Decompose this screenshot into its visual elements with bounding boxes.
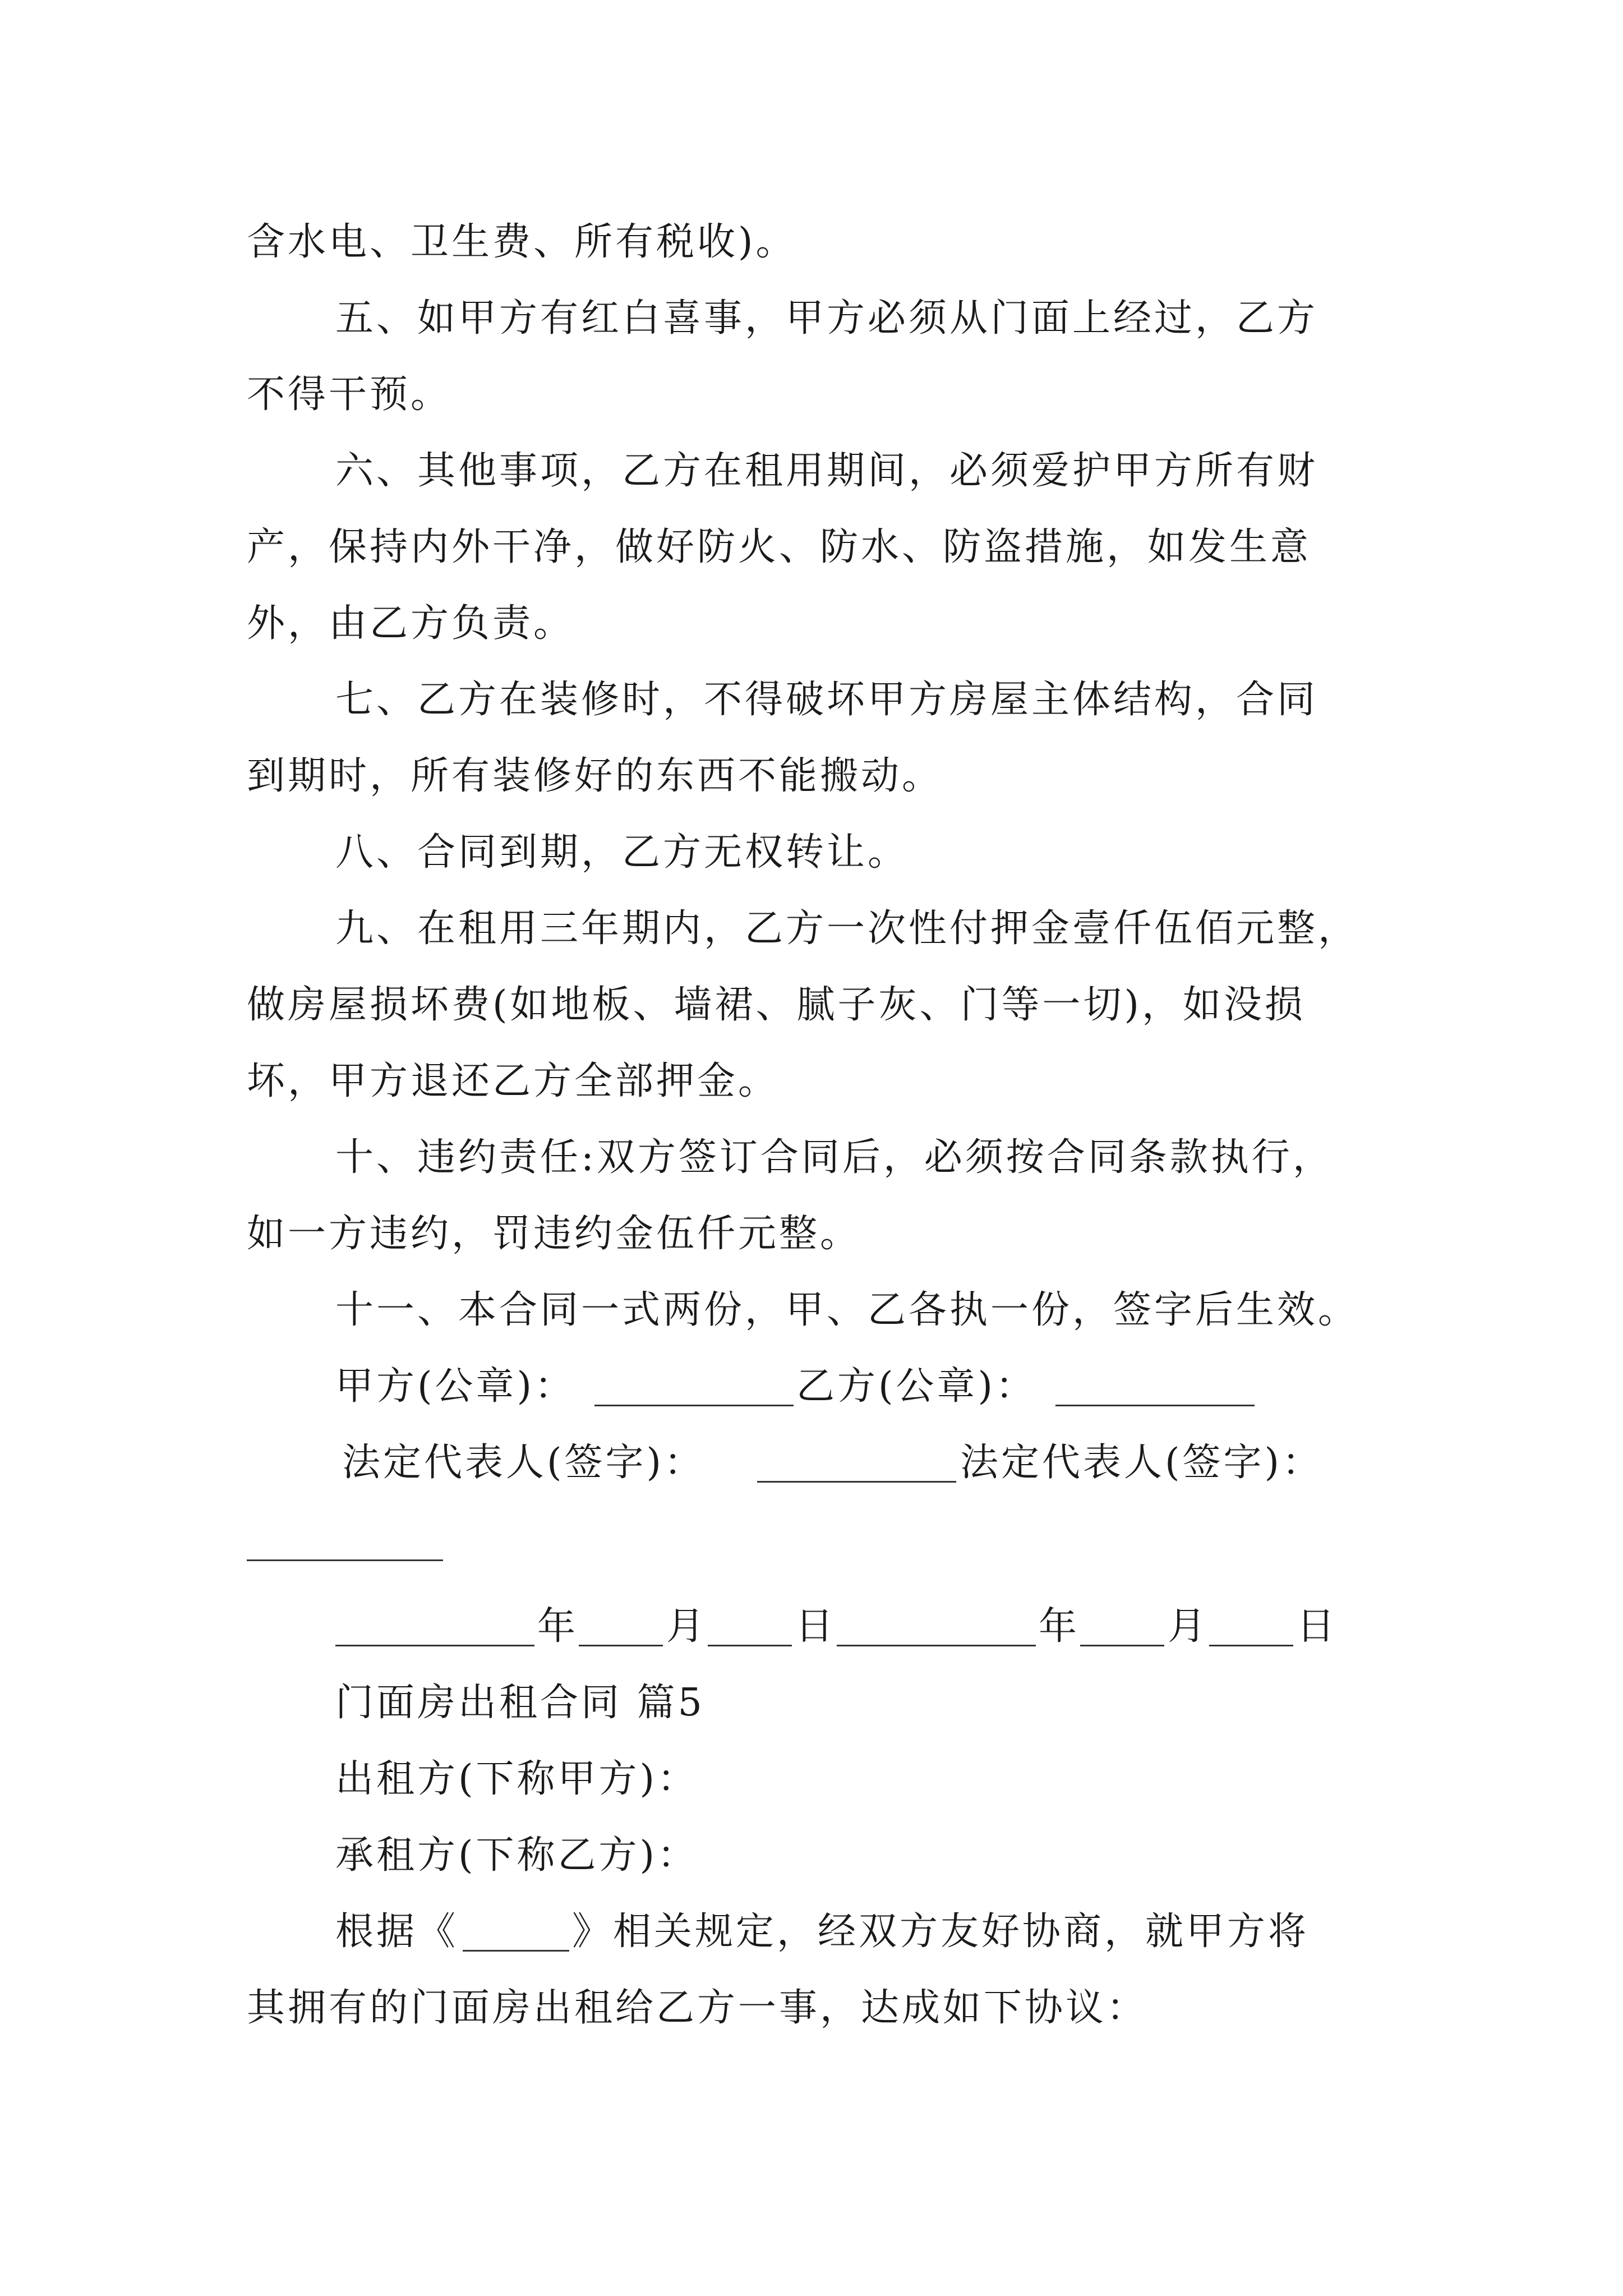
text-line: 五、如甲方有红白喜事，甲方必须从门面上经过，乙方 (335, 296, 1318, 341)
lessor-line (0, 1746, 1623, 1813)
paragraph-line (0, 438, 1623, 505)
month-a-label: 月 (666, 1604, 708, 1649)
text-line: 其拥有的门面房出租给乙方一事，达成如下协议： (247, 1986, 1148, 2030)
party-b-seal-blank (1055, 1405, 1255, 1406)
year-a-label: 年 (537, 1604, 579, 1649)
text-line: 做房屋损坏费(如地板、墙裙、腻子灰、门等一切)，如没损 (247, 983, 1306, 1027)
representative-line (0, 1429, 1623, 1497)
text-line: 十、违约责任:双方签订合同后，必须按合同条款执行， (335, 1135, 1334, 1180)
lessee-label: 承租方(下称乙方)： (335, 1833, 699, 1878)
text-line: 如一方违约，罚违约金伍仟元整。 (247, 1212, 861, 1256)
section-title: 门面房出租合同 篇5 (335, 1681, 705, 1725)
seal-line (0, 1353, 1623, 1420)
basis-end: 》相关规定，经双方友好协商，就甲方将 (572, 1910, 1310, 1954)
month-b-label: 月 (1168, 1604, 1209, 1649)
rep-a-blank (757, 1481, 956, 1483)
party-a-seal-label: 甲方(公章)： (335, 1364, 576, 1409)
text-line: 不得干预。 (247, 372, 452, 417)
rep-b-blank (247, 1559, 443, 1561)
rep-a-label: 法定代表人(签字)： (342, 1441, 706, 1485)
paragraph-line (0, 209, 1623, 276)
rep-b-label: 法定代表人(签字)： (960, 1441, 1324, 1485)
date-line (0, 1593, 1623, 1660)
paragraph-line (0, 972, 1623, 1039)
text-line: 六、其他事项，乙方在租用期间，必须爱护甲方所有财 (335, 449, 1318, 493)
law-name-blank (463, 1950, 569, 1952)
day-b-label: 日 (1297, 1604, 1338, 1649)
text-line: 八、合同到期，乙方无权转让。 (335, 830, 909, 875)
text-line: 含水电、卫生费、所有税收)。 (247, 220, 797, 264)
day-a-blank (708, 1645, 792, 1646)
text-line: 产，保持内外干净，做好防火、防水、防盗措施，如发生意 (247, 525, 1312, 569)
paragraph-line (0, 361, 1623, 429)
section-title-line (0, 1669, 1623, 1737)
year-a-blank (335, 1645, 534, 1646)
month-a-blank (579, 1645, 663, 1646)
paragraph-line (0, 743, 1623, 810)
text-line: 九、在租用三年期内，乙方一次性付押金壹仟伍佰元整， (335, 907, 1359, 951)
paragraph-line (0, 514, 1623, 581)
basis-line (0, 1898, 1623, 1966)
paragraph-line (0, 666, 1623, 734)
paragraph-line (0, 285, 1623, 352)
paragraph-line (0, 1124, 1623, 1191)
party-a-seal-blank (594, 1405, 794, 1406)
day-a-label: 日 (795, 1604, 837, 1649)
paragraph-line (0, 819, 1623, 886)
year-b-blank (837, 1645, 1036, 1646)
paragraph-line (0, 1200, 1623, 1268)
lessor-label: 出租方(下称甲方)： (335, 1757, 699, 1801)
month-b-blank (1080, 1645, 1164, 1646)
text-line: 到期时，所有装修好的东西不能搬动。 (247, 754, 943, 798)
text-line: 七、乙方在装修时，不得破坏甲方房屋主体结构，合同 (335, 678, 1318, 722)
lessee-line (0, 1822, 1623, 1889)
paragraph-line (0, 895, 1623, 963)
paragraph-line (0, 1277, 1623, 1344)
paragraph-line (0, 590, 1623, 657)
paragraph-line (0, 1975, 1623, 2042)
text-line: 外，由乙方负责。 (247, 601, 575, 646)
text-line: 十一、本合同一式两份，甲、乙各执一份，签字后生效。 (335, 1288, 1359, 1332)
party-b-seal-label: 乙方(公章)： (796, 1364, 1037, 1409)
paragraph-line (0, 1048, 1623, 1115)
text-line: 坏，甲方退还乙方全部押金。 (247, 1059, 780, 1103)
year-b-label: 年 (1039, 1604, 1080, 1649)
basis-start: 根据《 (335, 1910, 459, 1954)
day-b-blank (1209, 1645, 1293, 1646)
